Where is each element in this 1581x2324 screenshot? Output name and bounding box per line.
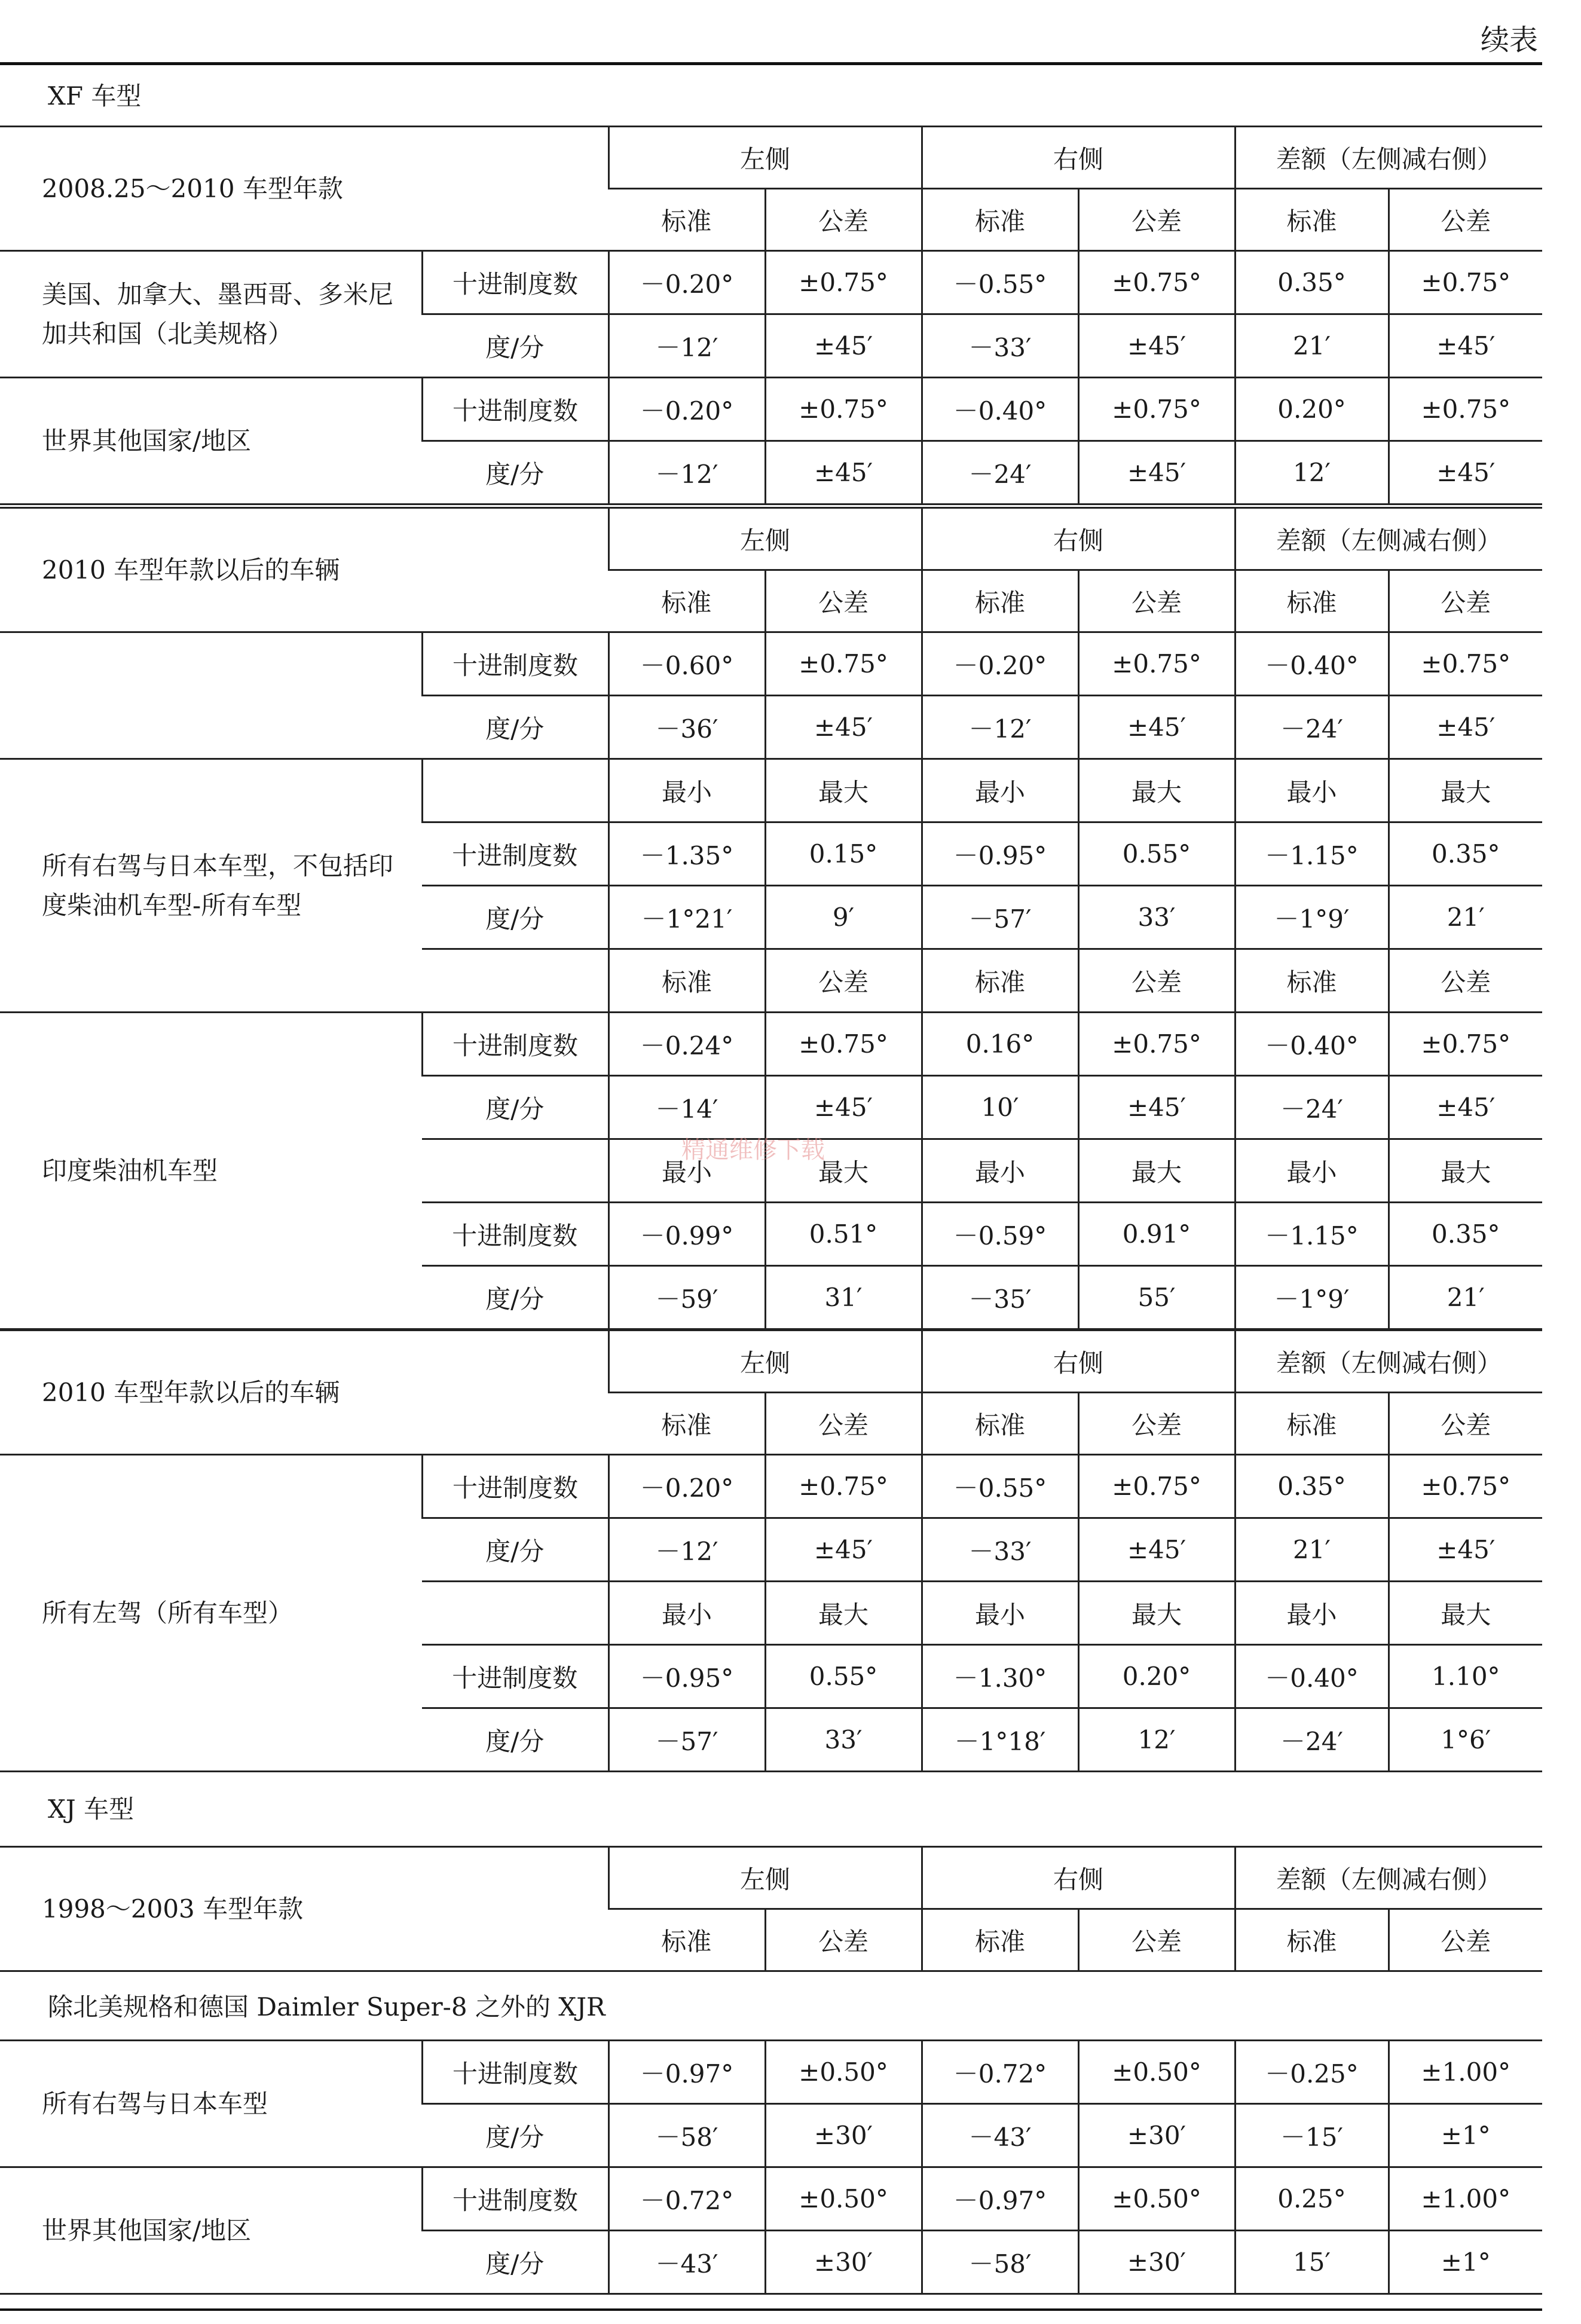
value-cell: －0.55° <box>922 1455 1078 1518</box>
value-cell: －0.97° <box>608 2041 765 2104</box>
value-cell: ±45′ <box>765 696 922 759</box>
value-cell: －1.15° <box>1235 822 1389 886</box>
value-cell: 0.35° <box>1389 822 1542 886</box>
value-cell: ±0.75° <box>765 1455 922 1518</box>
value-cell: ±45′ <box>1078 1518 1235 1582</box>
bottom-rule <box>0 2308 1542 2311</box>
value-cell: 10′ <box>922 1076 1078 1139</box>
value-cell: －0.72° <box>608 2167 765 2231</box>
value-cell: －24′ <box>922 441 1078 504</box>
value-cell: ±45′ <box>1078 1076 1235 1139</box>
header-standard: 标准 <box>922 1909 1078 1971</box>
xf-panel-after-2010-b <box>0 1329 1542 1772</box>
value-cell: －24′ <box>1235 1708 1389 1772</box>
value-cell: －35′ <box>922 1266 1078 1329</box>
value-cell: 0.15° <box>765 822 922 886</box>
value-cell: －0.97° <box>922 2167 1078 2231</box>
xf-p2-title: 2010 车型年款以后的车辆 <box>0 508 608 632</box>
unit-degree-minute: 度/分 <box>422 2104 608 2167</box>
header-standard: 标准 <box>922 949 1078 1013</box>
row-label-rest-of-world: 世界其他国家/地区 <box>0 378 422 504</box>
value-cell: －0.40° <box>922 378 1078 441</box>
unit-decimal-degrees: 十进制度数 <box>422 251 608 314</box>
header-tolerance: 公差 <box>1389 949 1542 1013</box>
header-standard: 标准 <box>1235 1393 1389 1455</box>
value-cell: ±0.75° <box>1078 378 1235 441</box>
unit-degree-minute: 度/分 <box>422 1518 608 1582</box>
header-standard: 标准 <box>922 570 1078 632</box>
unit-degree-minute: 度/分 <box>422 696 608 759</box>
value-cell: －1°9′ <box>1235 886 1389 949</box>
header-max: 最大 <box>1078 1139 1235 1203</box>
value-cell: 31′ <box>765 1266 922 1329</box>
header-max: 最大 <box>1389 1139 1542 1203</box>
unit-empty <box>422 1139 608 1203</box>
value-cell: 0.35° <box>1389 1203 1542 1266</box>
value-cell: ±45′ <box>1389 696 1542 759</box>
row-label-empty <box>0 632 422 759</box>
value-cell: ±0.75° <box>765 251 922 314</box>
header-min: 最小 <box>922 1139 1078 1203</box>
value-cell: ±30′ <box>765 2231 922 2294</box>
value-cell: ±0.50° <box>765 2041 922 2104</box>
unit-decimal-degrees: 十进制度数 <box>422 378 608 441</box>
header-tolerance: 公差 <box>765 570 922 632</box>
header-standard: 标准 <box>1235 189 1389 251</box>
header-tolerance: 公差 <box>1078 189 1235 251</box>
value-cell: 0.55° <box>765 1645 922 1708</box>
unit-degree-minute: 度/分 <box>422 1076 608 1139</box>
unit-empty <box>422 949 608 1013</box>
value-cell: －0.99° <box>608 1203 765 1266</box>
col-left-side: 左侧 <box>608 127 922 189</box>
unit-decimal-degrees: 十进制度数 <box>422 2041 608 2104</box>
watermark: 精通维修下载 <box>681 1136 825 1164</box>
header-standard: 标准 <box>608 949 765 1013</box>
value-cell: －12′ <box>608 314 765 378</box>
header-tolerance: 公差 <box>1078 570 1235 632</box>
header-max: 最大 <box>765 1582 922 1645</box>
value-cell: －33′ <box>922 314 1078 378</box>
unit-decimal-degrees: 十进制度数 <box>422 2167 608 2231</box>
header-tolerance: 公差 <box>765 949 922 1013</box>
header-standard: 标准 <box>608 189 765 251</box>
value-cell: ±45′ <box>1389 314 1542 378</box>
unit-degree-minute: 度/分 <box>422 441 608 504</box>
header-tolerance: 公差 <box>1389 570 1542 632</box>
value-cell: 21′ <box>1389 886 1542 949</box>
col-right-side: 右侧 <box>922 1847 1235 1909</box>
value-cell: 0.16° <box>922 1013 1078 1076</box>
unit-decimal-degrees: 十进制度数 <box>422 632 608 696</box>
value-cell: 12′ <box>1235 441 1389 504</box>
value-cell: 33′ <box>1078 886 1235 949</box>
header-standard: 标准 <box>608 1909 765 1971</box>
value-cell: －12′ <box>608 1518 765 1582</box>
xf-panel-after-2010-a <box>0 507 1542 1330</box>
col-right-side: 右侧 <box>922 508 1235 570</box>
value-cell: －24′ <box>1235 696 1389 759</box>
value-cell: －12′ <box>922 696 1078 759</box>
value-cell: 0.35° <box>1235 251 1389 314</box>
header-tolerance: 公差 <box>765 1909 922 1971</box>
row-label-rhd-japan: 所有右驾与日本车型 <box>0 2041 422 2167</box>
value-cell: ±45′ <box>1078 314 1235 378</box>
value-cell: 0.25° <box>1235 2167 1389 2231</box>
header-min: 最小 <box>1235 1139 1389 1203</box>
value-cell: 21′ <box>1235 314 1389 378</box>
header-tolerance: 公差 <box>1389 1909 1542 1971</box>
value-cell: 55′ <box>1078 1266 1235 1329</box>
unit-degree-minute: 度/分 <box>422 2231 608 2294</box>
header-max: 最大 <box>765 1139 922 1203</box>
value-cell: －0.59° <box>922 1203 1078 1266</box>
value-cell: －0.60° <box>608 632 765 696</box>
header-standard: 标准 <box>922 1393 1078 1455</box>
xj-subsection-title: 除北美规格和德国 Daimler Super-8 之外的 XJR <box>48 1992 606 2022</box>
value-cell: ±1.00° <box>1389 2041 1542 2104</box>
value-cell: －15′ <box>1235 2104 1389 2167</box>
value-cell: ±45′ <box>1078 441 1235 504</box>
header-standard: 标准 <box>1235 949 1389 1013</box>
value-cell: －1.15° <box>1235 1203 1389 1266</box>
header-max: 最大 <box>1078 759 1235 822</box>
header-max: 最大 <box>1078 1582 1235 1645</box>
continued-label: 续表 <box>1480 23 1538 57</box>
value-cell: －57′ <box>922 886 1078 949</box>
value-cell: ±0.75° <box>765 632 922 696</box>
value-cell: －14′ <box>608 1076 765 1139</box>
header-min: 最小 <box>608 1139 765 1203</box>
value-cell: ±30′ <box>1078 2231 1235 2294</box>
value-cell: 0.51° <box>765 1203 922 1266</box>
value-cell: 33′ <box>765 1708 922 1772</box>
header-tolerance: 公差 <box>1078 1909 1235 1971</box>
value-cell: －1°9′ <box>1235 1266 1389 1329</box>
value-cell: －0.20° <box>608 1455 765 1518</box>
value-cell: －58′ <box>922 2231 1078 2294</box>
xf-p3-title: 2010 车型年款以后的车辆 <box>0 1331 608 1455</box>
header-tolerance: 公差 <box>1078 1393 1235 1455</box>
unit-empty <box>422 1582 608 1645</box>
unit-decimal-degrees: 十进制度数 <box>422 822 608 886</box>
value-cell: －0.40° <box>1235 1645 1389 1708</box>
xj-model-title: XJ 车型 <box>48 1794 134 1824</box>
value-cell: 9′ <box>765 886 922 949</box>
value-cell: ±45′ <box>765 1518 922 1582</box>
value-cell: ±0.75° <box>1389 632 1542 696</box>
value-cell: －0.40° <box>1235 632 1389 696</box>
value-cell: 0.55° <box>1078 822 1235 886</box>
value-cell: ±1° <box>1389 2104 1542 2167</box>
value-cell: ±0.75° <box>1389 378 1542 441</box>
col-left-side: 左侧 <box>608 508 922 570</box>
value-cell: －43′ <box>608 2231 765 2294</box>
value-cell: －43′ <box>922 2104 1078 2167</box>
value-cell: －1.30° <box>922 1645 1078 1708</box>
value-cell: －12′ <box>608 441 765 504</box>
value-cell: 0.91° <box>1078 1203 1235 1266</box>
header-standard: 标准 <box>608 1393 765 1455</box>
value-cell: －58′ <box>608 2104 765 2167</box>
unit-decimal-degrees: 十进制度数 <box>422 1645 608 1708</box>
xf-p1-title: 2008.25～2010 车型年款 <box>0 127 608 251</box>
header-min: 最小 <box>922 759 1078 822</box>
unit-decimal-degrees: 十进制度数 <box>422 1203 608 1266</box>
value-cell: 1°6′ <box>1389 1708 1542 1772</box>
value-cell: －0.20° <box>608 251 765 314</box>
col-difference: 差额（左侧减右侧） <box>1235 1331 1542 1393</box>
unit-decimal-degrees: 十进制度数 <box>422 1013 608 1076</box>
value-cell: －0.24° <box>608 1013 765 1076</box>
value-cell: ±0.75° <box>1078 632 1235 696</box>
value-cell: －0.95° <box>922 822 1078 886</box>
value-cell: ±0.75° <box>765 378 922 441</box>
value-cell: ±0.50° <box>765 2167 922 2231</box>
value-cell: ±0.75° <box>1389 1455 1542 1518</box>
header-tolerance: 公差 <box>765 1393 922 1455</box>
value-cell: －1°18′ <box>922 1708 1078 1772</box>
value-cell: ±45′ <box>1078 696 1235 759</box>
value-cell: ±1° <box>1389 2231 1542 2294</box>
value-cell: －0.20° <box>922 632 1078 696</box>
value-cell: －33′ <box>922 1518 1078 1582</box>
value-cell: ±45′ <box>1389 441 1542 504</box>
value-cell: 0.35° <box>1235 1455 1389 1518</box>
row-label-rest-of-world: 世界其他国家/地区 <box>0 2167 422 2294</box>
header-max: 最大 <box>765 759 922 822</box>
value-cell: ±45′ <box>765 441 922 504</box>
value-cell: ±0.50° <box>1078 2041 1235 2104</box>
value-cell: －1.35° <box>608 822 765 886</box>
value-cell: 0.20° <box>1078 1645 1235 1708</box>
header-tolerance: 公差 <box>1078 949 1235 1013</box>
header-tolerance: 公差 <box>1389 189 1542 251</box>
value-cell: ±0.75° <box>765 1013 922 1076</box>
value-cell: －0.55° <box>922 251 1078 314</box>
value-cell: －1°21′ <box>608 886 765 949</box>
value-cell: ±1.00° <box>1389 2167 1542 2231</box>
col-difference: 差额（左侧减右侧） <box>1235 508 1542 570</box>
value-cell: ±30′ <box>765 2104 922 2167</box>
row-label-north-america: 美国、加拿大、墨西哥、多米尼加共和国（北美规格） <box>0 251 422 378</box>
value-cell: 0.20° <box>1235 378 1389 441</box>
value-cell: 15′ <box>1235 2231 1389 2294</box>
header-min: 最小 <box>608 1582 765 1645</box>
xj-panel-1998-2003 <box>0 1846 1542 1972</box>
col-difference: 差额（左侧减右侧） <box>1235 1847 1542 1909</box>
value-cell: 12′ <box>1078 1708 1235 1772</box>
header-max: 最大 <box>1389 759 1542 822</box>
header-min: 最小 <box>608 759 765 822</box>
unit-degree-minute: 度/分 <box>422 1266 608 1329</box>
header-standard: 标准 <box>1235 570 1389 632</box>
value-cell: 21′ <box>1389 1266 1542 1329</box>
value-cell: ±45′ <box>1389 1518 1542 1582</box>
unit-decimal-degrees: 十进制度数 <box>422 1455 608 1518</box>
unit-degree-minute: 度/分 <box>422 1708 608 1772</box>
value-cell: ±45′ <box>765 1076 922 1139</box>
value-cell: －0.95° <box>608 1645 765 1708</box>
row-label-india-diesel: 印度柴油机车型 <box>0 1013 422 1329</box>
value-cell: ±0.75° <box>1078 1455 1235 1518</box>
value-cell: ±45′ <box>765 314 922 378</box>
header-tolerance: 公差 <box>765 189 922 251</box>
value-cell: ±0.75° <box>1078 251 1235 314</box>
value-cell: ±45′ <box>1389 1076 1542 1139</box>
value-cell: －57′ <box>608 1708 765 1772</box>
header-min: 最小 <box>1235 1582 1389 1645</box>
col-left-side: 左侧 <box>608 1847 922 1909</box>
header-standard: 标准 <box>922 189 1078 251</box>
header-standard: 标准 <box>1235 1909 1389 1971</box>
value-cell: －0.72° <box>922 2041 1078 2104</box>
value-cell: ±30′ <box>1078 2104 1235 2167</box>
value-cell: －0.20° <box>608 378 765 441</box>
col-left-side: 左侧 <box>608 1331 922 1393</box>
value-cell: －0.25° <box>1235 2041 1389 2104</box>
value-cell: 21′ <box>1235 1518 1389 1582</box>
header-min: 最小 <box>1235 759 1389 822</box>
value-cell: －36′ <box>608 696 765 759</box>
col-right-side: 右侧 <box>922 127 1235 189</box>
col-difference: 差额（左侧减右侧） <box>1235 127 1542 189</box>
xj-data-panel <box>0 2039 1542 2295</box>
value-cell: ±0.75° <box>1389 1013 1542 1076</box>
header-max: 最大 <box>1389 1582 1542 1645</box>
value-cell: －59′ <box>608 1266 765 1329</box>
header-standard: 标准 <box>608 570 765 632</box>
xj-title: 1998～2003 车型年款 <box>0 1847 608 1971</box>
xf-model-title: XF 车型 <box>48 81 142 111</box>
col-right-side: 右侧 <box>922 1331 1235 1393</box>
header-tolerance: 公差 <box>1389 1393 1542 1455</box>
header-min: 最小 <box>922 1582 1078 1645</box>
value-cell: ±0.75° <box>1389 251 1542 314</box>
value-cell: ±0.75° <box>1078 1013 1235 1076</box>
unit-empty <box>422 759 608 822</box>
value-cell: －0.40° <box>1235 1013 1389 1076</box>
unit-degree-minute: 度/分 <box>422 314 608 378</box>
unit-degree-minute: 度/分 <box>422 886 608 949</box>
value-cell: ±0.50° <box>1078 2167 1235 2231</box>
row-label-rhd-japan-excl-india-diesel: 所有右驾与日本车型，不包括印度柴油机车型-所有车型 <box>0 759 422 1013</box>
xf-panel-2008-2010 <box>0 126 1542 505</box>
value-cell: －24′ <box>1235 1076 1389 1139</box>
value-cell: 1.10° <box>1389 1645 1542 1708</box>
row-label-all-lhd: 所有左驾（所有车型） <box>0 1455 422 1772</box>
